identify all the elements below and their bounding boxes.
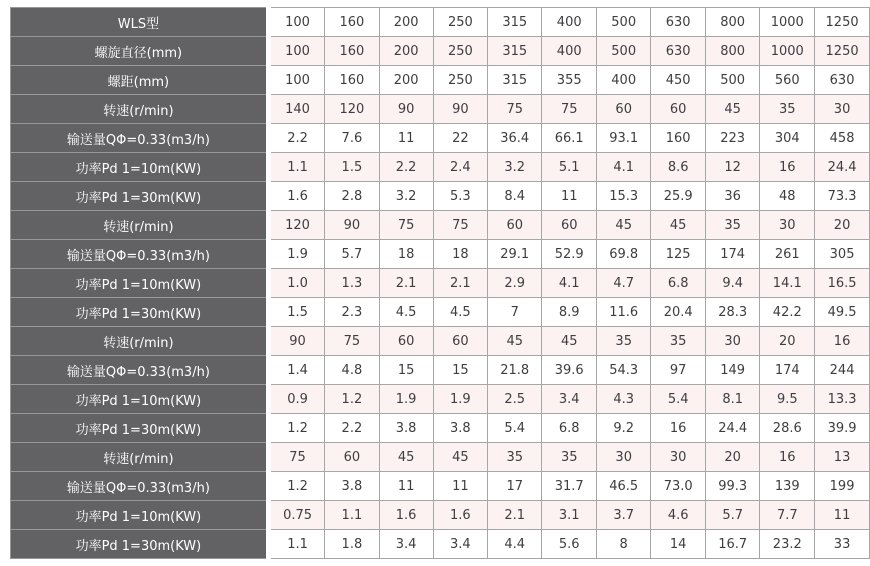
table-cell: 2.2 bbox=[325, 414, 379, 443]
table-cell: 2.1 bbox=[433, 269, 487, 298]
table-cell: 4.6 bbox=[651, 501, 705, 530]
spec-table bbox=[10, 7, 870, 559]
table-row bbox=[11, 182, 870, 211]
table-cell: 500 bbox=[596, 37, 650, 66]
table-cell: 45 bbox=[433, 443, 487, 472]
table-cell: 400 bbox=[596, 66, 650, 95]
table-cell: 60 bbox=[651, 95, 705, 124]
table-cell: 33 bbox=[815, 530, 870, 559]
table-cell: 305 bbox=[815, 240, 870, 269]
table-cell: 4.1 bbox=[542, 269, 596, 298]
table-cell: 200 bbox=[379, 37, 433, 66]
table-cell: 1.2 bbox=[325, 385, 379, 414]
table-cell: 60 bbox=[487, 211, 541, 240]
table-cell: 52.9 bbox=[542, 240, 596, 269]
table-cell: 1.1 bbox=[268, 530, 324, 559]
row-header-label: 螺旋直径(mm) bbox=[11, 37, 269, 66]
table-cell: 1.0 bbox=[268, 269, 324, 298]
row-header-label: 转速(r/min) bbox=[11, 327, 269, 356]
table-cell: 60 bbox=[379, 327, 433, 356]
table-cell: 24.4 bbox=[815, 153, 870, 182]
row-header-label: 输送量QΦ=0.33(m3/h) bbox=[11, 356, 269, 385]
table-cell: 4.5 bbox=[379, 298, 433, 327]
table-cell: 18 bbox=[379, 240, 433, 269]
table-cell: 16 bbox=[651, 414, 705, 443]
table-cell: 69.8 bbox=[596, 240, 650, 269]
table-cell: 125 bbox=[651, 240, 705, 269]
row-header-label: 功率Pd 1=10m(KW) bbox=[11, 385, 269, 414]
table-cell: 250 bbox=[433, 37, 487, 66]
table-row bbox=[11, 240, 870, 269]
table-cell: 25.9 bbox=[651, 182, 705, 211]
table-cell: 60 bbox=[325, 443, 379, 472]
table-cell: 1.5 bbox=[325, 153, 379, 182]
row-header-label: 转速(r/min) bbox=[11, 443, 269, 472]
table-cell: 4.8 bbox=[325, 356, 379, 385]
table-cell: 3.4 bbox=[433, 530, 487, 559]
table-cell: 39.9 bbox=[815, 414, 870, 443]
table-cell: 45 bbox=[651, 211, 705, 240]
table-cell: 35 bbox=[596, 327, 650, 356]
table-cell: 11.6 bbox=[596, 298, 650, 327]
row-header-label: 功率Pd 1=10m(KW) bbox=[11, 501, 269, 530]
table-cell: 1.5 bbox=[268, 298, 324, 327]
table-cell: 23.2 bbox=[760, 530, 815, 559]
table-cell: 75 bbox=[379, 211, 433, 240]
table-cell: 630 bbox=[815, 66, 870, 95]
table-cell: 16.5 bbox=[815, 269, 870, 298]
table-cell: 20 bbox=[705, 443, 759, 472]
table-cell: 16 bbox=[760, 443, 815, 472]
table-cell: 174 bbox=[705, 240, 759, 269]
table-cell: 75 bbox=[325, 327, 379, 356]
table-cell: 200 bbox=[379, 8, 433, 37]
table-cell: 200 bbox=[379, 66, 433, 95]
table-cell: 5.3 bbox=[433, 182, 487, 211]
table-cell: 3.2 bbox=[487, 153, 541, 182]
table-cell: 174 bbox=[760, 356, 815, 385]
table-cell: 90 bbox=[325, 211, 379, 240]
table-cell: 1.1 bbox=[268, 153, 324, 182]
table-cell: 304 bbox=[760, 124, 815, 153]
table-cell: 0.9 bbox=[268, 385, 324, 414]
row-header-label: 功率Pd 1=30m(KW) bbox=[11, 414, 269, 443]
table-cell: 1.4 bbox=[268, 356, 324, 385]
table-cell: 20.4 bbox=[651, 298, 705, 327]
table-cell: 100 bbox=[268, 8, 324, 37]
table-cell: 13.3 bbox=[815, 385, 870, 414]
table-cell: 30 bbox=[760, 211, 815, 240]
table-cell: 5.7 bbox=[705, 501, 759, 530]
table-cell: 29.1 bbox=[487, 240, 541, 269]
table-row bbox=[11, 443, 870, 472]
table-cell: 75 bbox=[487, 95, 541, 124]
table-cell: 13 bbox=[815, 443, 870, 472]
table-cell: 9.5 bbox=[760, 385, 815, 414]
table-cell: 1.2 bbox=[268, 472, 324, 501]
table-cell: 12 bbox=[705, 153, 759, 182]
table-row bbox=[11, 385, 870, 414]
table-cell: 2.1 bbox=[487, 501, 541, 530]
table-cell: 99.3 bbox=[705, 472, 759, 501]
table-cell: 2.2 bbox=[379, 153, 433, 182]
table-cell: 22 bbox=[433, 124, 487, 153]
table-cell: 66.1 bbox=[542, 124, 596, 153]
table-cell: 2.5 bbox=[487, 385, 541, 414]
table-row bbox=[11, 298, 870, 327]
table-cell: 2.4 bbox=[433, 153, 487, 182]
table-cell: 14 bbox=[651, 530, 705, 559]
table-cell: 223 bbox=[705, 124, 759, 153]
table-cell: 16 bbox=[815, 327, 870, 356]
table-cell: 49.5 bbox=[815, 298, 870, 327]
table-cell: 8.4 bbox=[487, 182, 541, 211]
row-header-label: 输送量QΦ=0.33(m3/h) bbox=[11, 472, 269, 501]
table-cell: 8 bbox=[596, 530, 650, 559]
table-cell: 45 bbox=[487, 327, 541, 356]
table-cell: 5.4 bbox=[487, 414, 541, 443]
table-cell: 1.8 bbox=[325, 530, 379, 559]
spec-table-body bbox=[11, 8, 870, 559]
table-cell: 21.8 bbox=[487, 356, 541, 385]
table-cell: 75 bbox=[268, 443, 324, 472]
table-cell: 4.3 bbox=[596, 385, 650, 414]
table-cell: 560 bbox=[760, 66, 815, 95]
row-header-label: 功率Pd 1=10m(KW) bbox=[11, 269, 269, 298]
table-cell: 315 bbox=[487, 66, 541, 95]
row-header-label: 螺距(mm) bbox=[11, 66, 269, 95]
table-cell: 60 bbox=[542, 211, 596, 240]
table-cell: 30 bbox=[815, 95, 870, 124]
table-cell: 73.0 bbox=[651, 472, 705, 501]
table-cell: 400 bbox=[542, 37, 596, 66]
table-cell: 199 bbox=[815, 472, 870, 501]
row-header-label: 输送量QΦ=0.33(m3/h) bbox=[11, 240, 269, 269]
table-cell: 1.9 bbox=[379, 385, 433, 414]
table-row bbox=[11, 66, 870, 95]
table-row bbox=[11, 414, 870, 443]
table-cell: 6.8 bbox=[542, 414, 596, 443]
table-cell: 2.8 bbox=[325, 182, 379, 211]
table-cell: 250 bbox=[433, 8, 487, 37]
table-cell: 45 bbox=[705, 95, 759, 124]
table-cell: 11 bbox=[815, 501, 870, 530]
table-cell: 1000 bbox=[760, 37, 815, 66]
table-cell: 250 bbox=[433, 66, 487, 95]
table-cell: 90 bbox=[433, 95, 487, 124]
table-cell: 5.6 bbox=[542, 530, 596, 559]
table-cell: 3.8 bbox=[325, 472, 379, 501]
table-cell: 60 bbox=[596, 95, 650, 124]
table-cell: 160 bbox=[325, 37, 379, 66]
table-cell: 100 bbox=[268, 37, 324, 66]
table-cell: 315 bbox=[487, 8, 541, 37]
table-cell: 149 bbox=[705, 356, 759, 385]
table-cell: 45 bbox=[596, 211, 650, 240]
table-cell: 800 bbox=[705, 8, 759, 37]
table-cell: 355 bbox=[542, 66, 596, 95]
table-cell: 3.4 bbox=[379, 530, 433, 559]
table-cell: 45 bbox=[379, 443, 433, 472]
table-cell: 75 bbox=[433, 211, 487, 240]
table-cell: 20 bbox=[760, 327, 815, 356]
table-cell: 39.6 bbox=[542, 356, 596, 385]
table-cell: 160 bbox=[651, 124, 705, 153]
table-cell: 800 bbox=[705, 37, 759, 66]
table-cell: 7 bbox=[487, 298, 541, 327]
table-cell: 11 bbox=[379, 124, 433, 153]
table-cell: 30 bbox=[651, 443, 705, 472]
table-cell: 1.2 bbox=[268, 414, 324, 443]
table-cell: 2.2 bbox=[268, 124, 324, 153]
table-cell: 261 bbox=[760, 240, 815, 269]
table-cell: 15.3 bbox=[596, 182, 650, 211]
table-cell: 24.4 bbox=[705, 414, 759, 443]
table-cell: 1.1 bbox=[325, 501, 379, 530]
table-cell: 5.7 bbox=[325, 240, 379, 269]
table-cell: 17 bbox=[487, 472, 541, 501]
table-cell: 3.8 bbox=[379, 414, 433, 443]
table-cell: 15 bbox=[433, 356, 487, 385]
table-cell: 97 bbox=[651, 356, 705, 385]
table-cell: 28.6 bbox=[760, 414, 815, 443]
table-cell: 458 bbox=[815, 124, 870, 153]
table-cell: 36 bbox=[705, 182, 759, 211]
table-cell: 160 bbox=[325, 66, 379, 95]
table-cell: 42.2 bbox=[760, 298, 815, 327]
table-row bbox=[11, 211, 870, 240]
table-cell: 140 bbox=[268, 95, 324, 124]
table-cell: 1.6 bbox=[268, 182, 324, 211]
table-row bbox=[11, 501, 870, 530]
table-cell: 46.5 bbox=[596, 472, 650, 501]
table-cell: 60 bbox=[433, 327, 487, 356]
table-cell: 139 bbox=[760, 472, 815, 501]
table-cell: 90 bbox=[379, 95, 433, 124]
table-cell: 1.6 bbox=[379, 501, 433, 530]
table-cell: 3.4 bbox=[542, 385, 596, 414]
table-cell: 28.3 bbox=[705, 298, 759, 327]
table-cell: 4.7 bbox=[596, 269, 650, 298]
table-cell: 1250 bbox=[815, 8, 870, 37]
table-cell: 6.8 bbox=[651, 269, 705, 298]
table-cell: 18 bbox=[433, 240, 487, 269]
table-cell: 244 bbox=[815, 356, 870, 385]
table-cell: 9.2 bbox=[596, 414, 650, 443]
table-cell: 1.9 bbox=[268, 240, 324, 269]
table-cell: 1000 bbox=[760, 8, 815, 37]
table-cell: 90 bbox=[268, 327, 324, 356]
table-cell: 160 bbox=[325, 8, 379, 37]
table-cell: 15 bbox=[379, 356, 433, 385]
table-cell: 4.1 bbox=[596, 153, 650, 182]
row-header-label: 功率Pd 1=30m(KW) bbox=[11, 182, 269, 211]
table-cell: 4.5 bbox=[433, 298, 487, 327]
table-cell: 2.1 bbox=[379, 269, 433, 298]
table-cell: 315 bbox=[487, 37, 541, 66]
table-cell: 500 bbox=[596, 8, 650, 37]
table-cell: 35 bbox=[760, 95, 815, 124]
table-cell: 73.3 bbox=[815, 182, 870, 211]
table-cell: 1.9 bbox=[433, 385, 487, 414]
table-row bbox=[11, 327, 870, 356]
table-cell: 48 bbox=[760, 182, 815, 211]
row-header-label: 功率Pd 1=30m(KW) bbox=[11, 298, 269, 327]
row-header-label: 功率Pd 1=10m(KW) bbox=[11, 153, 269, 182]
table-cell: 3.1 bbox=[542, 501, 596, 530]
table-cell: 7.6 bbox=[325, 124, 379, 153]
table-cell: 54.3 bbox=[596, 356, 650, 385]
table-cell: 100 bbox=[268, 66, 324, 95]
table-cell: 5.1 bbox=[542, 153, 596, 182]
table-cell: 11 bbox=[542, 182, 596, 211]
table-cell: 630 bbox=[651, 37, 705, 66]
table-cell: 35 bbox=[487, 443, 541, 472]
table-cell: 20 bbox=[815, 211, 870, 240]
row-header-label: 转速(r/min) bbox=[11, 95, 269, 124]
row-header-label: WLS型 bbox=[11, 8, 269, 37]
table-row bbox=[11, 95, 870, 124]
table-cell: 75 bbox=[542, 95, 596, 124]
table-cell: 16.7 bbox=[705, 530, 759, 559]
table-row bbox=[11, 153, 870, 182]
table-cell: 630 bbox=[651, 8, 705, 37]
table-cell: 8.9 bbox=[542, 298, 596, 327]
table-cell: 30 bbox=[705, 327, 759, 356]
table-cell: 450 bbox=[651, 66, 705, 95]
table-cell: 5.4 bbox=[651, 385, 705, 414]
table-cell: 3.8 bbox=[433, 414, 487, 443]
row-header-label: 转速(r/min) bbox=[11, 211, 269, 240]
table-cell: 11 bbox=[433, 472, 487, 501]
table-cell: 30 bbox=[596, 443, 650, 472]
table-cell: 93.1 bbox=[596, 124, 650, 153]
table-cell: 16 bbox=[760, 153, 815, 182]
table-cell: 1.3 bbox=[325, 269, 379, 298]
table-cell: 11 bbox=[379, 472, 433, 501]
table-row bbox=[11, 8, 870, 37]
table-row bbox=[11, 472, 870, 501]
table-cell: 35 bbox=[651, 327, 705, 356]
table-cell: 4.4 bbox=[487, 530, 541, 559]
table-cell: 3.2 bbox=[379, 182, 433, 211]
table-cell: 1250 bbox=[815, 37, 870, 66]
table-row bbox=[11, 37, 870, 66]
table-cell: 36.4 bbox=[487, 124, 541, 153]
table-cell: 500 bbox=[705, 66, 759, 95]
table-cell: 45 bbox=[542, 327, 596, 356]
table-cell: 2.3 bbox=[325, 298, 379, 327]
row-header-label: 输送量QΦ=0.33(m3/h) bbox=[11, 124, 269, 153]
table-cell: 7.7 bbox=[760, 501, 815, 530]
table-cell: 35 bbox=[542, 443, 596, 472]
table-cell: 9.4 bbox=[705, 269, 759, 298]
row-header-label: 功率Pd 1=30m(KW) bbox=[11, 530, 269, 559]
table-cell: 0.75 bbox=[268, 501, 324, 530]
table-row bbox=[11, 356, 870, 385]
table-cell: 14.1 bbox=[760, 269, 815, 298]
table-cell: 3.7 bbox=[596, 501, 650, 530]
table-row bbox=[11, 269, 870, 298]
table-row bbox=[11, 124, 870, 153]
table-cell: 2.9 bbox=[487, 269, 541, 298]
table-cell: 8.1 bbox=[705, 385, 759, 414]
table-cell: 31.7 bbox=[542, 472, 596, 501]
table-cell: 35 bbox=[705, 211, 759, 240]
table-cell: 120 bbox=[268, 211, 324, 240]
table-cell: 8.6 bbox=[651, 153, 705, 182]
table-row bbox=[11, 530, 870, 559]
table-cell: 400 bbox=[542, 8, 596, 37]
table-cell: 1.6 bbox=[433, 501, 487, 530]
table-cell: 120 bbox=[325, 95, 379, 124]
